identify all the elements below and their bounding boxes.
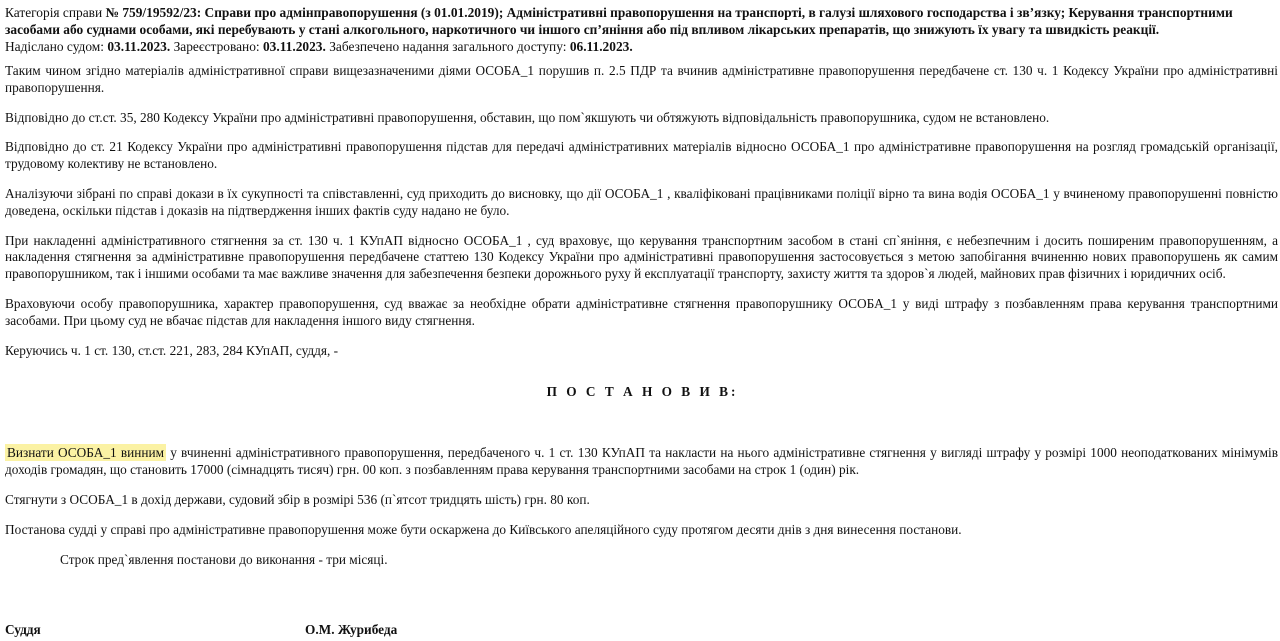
- paragraph-8: [5, 445, 1280, 479]
- sent-label: Надіслано судом:: [5, 39, 108, 54]
- paragraph-4: Аналізуючи зібрані по справі докази в їх сукупності та співставленні, суд приходить до висновку, що дії ОСОБА_1 , кваліфіковані працівниками поліції вірно та вина водія ОСОБА_1 у вчиненому правопорушенні повністю доведена, оскільки підстав і доказів на підтвердження інших фактів суду надано не було.: [5, 185, 1278, 218]
- category-prefix: Категорія справи: [5, 5, 106, 20]
- registered-date: 03.11.2023.: [262, 39, 326, 54]
- ruling-title: П О С Т А Н О В И В:: [546, 384, 739, 400]
- highlighted-verdict: Визнати ОСОБА_1 винним: [7, 445, 164, 461]
- category-details: № 759/19592/23: Справи про адмінправопорушення (з 01.01.2019); Адміністративні правопорушення на транспорті, в галузі шляхового господарства і зв’язку; Керування транспортними засобами або суднами особами, які перебувають у стані алкогольного, наркотичного чи іншого сп’яніння або під впливом лікарських препаратів, що знижують їх увагу та швидкість реакції.: [5, 5, 1233, 37]
- paragraph-9: Стягнути з ОСОБА_1 в дохід держави, судовий збір в розмірі 536 (п`ятсот тридцять шість) грн. 80 коп.: [5, 491, 590, 507]
- case-dates: [5, 38, 1280, 55]
- paragraph-7: Керуючись ч. 1 ст. 130, ст.ст. 221, 283, 284 КУпАП, суддя, -: [5, 342, 339, 358]
- paragraph-3: Відповідно до ст. 21 Кодексу України про адміністративні правопорушення підстав для передачі адміністративних матеріалів відносно ОСОБА_1 про адміністративне правопорушення на розгляд громадській організації, трудовому колективу не встановлено.: [5, 139, 1278, 172]
- judge-name: О.М. Журибеда: [305, 622, 398, 637]
- access-label: Забезпечено надання загального доступу:: [325, 39, 570, 54]
- sent-date: 03.11.2023.: [107, 39, 171, 54]
- paragraph-6: Враховуючи особу правопорушника, характер правопорушення, суд вважає за необхідне обрати адміністративне стягнення правопорушнику ОСОБА_1 у виді штрафу з позбавленням права керування транспортними засобами. При цьому суд не вбачає підстав для накладення іншого виду стягнення.: [5, 295, 1278, 328]
- paragraph-11: Строк пред`явлення постанови до виконання - три місяці.: [60, 551, 388, 567]
- access-date: 06.11.2023.: [569, 39, 633, 54]
- paragraph-1: Таким чином згідно матеріалів адміністративної справи вищезазначеними діями ОСОБА_1 порушив п. 2.5 ПДР та вчинив адміністративне правопорушення передбачене ст. 130 ч. 1 Кодексу України про адміністративні правопорушення.: [5, 63, 1278, 95]
- paragraph-2: Відповідно до ст.ст. 35, 280 Кодексу України про адміністративні правопорушення, обставин, що пом`якшують чи обтяжують відповідальність правопорушника, судом не встановлено.: [5, 109, 1050, 125]
- paragraph-5: При накладенні адміністративного стягнення за ст. 130 ч. 1 КУпАП відносно ОСОБА_1 , суд враховує, що керування транспортним засобом в стані сп`яніння, є небезпечним і досить поширеним правопорушенням, а накладення стягнення за адміністративне правопорушення передбачене статтею 130 Кодексу України про адміністративні правопорушення застосовується з метою запобігання вчиненню нових правопорушень як самим правопорушником, так і іншими особами та має важливе значення для забезпечення безпеки дорожнього руху й експлуатації транспорту, захисту життя та здоров`я людей, майнових прав фізичних і юридичних осіб.: [5, 232, 1278, 282]
- case-category: [5, 4, 1280, 38]
- signature-line: [5, 622, 1275, 638]
- paragraph-10: Постанова судді у справі про адміністративне правопорушення може бути оскаржена до Київського апеляційного суду протягом десяти днів з дня винесення постанови.: [5, 521, 962, 537]
- verdict-rest: у вчиненні адміністративного правопорушення, передбаченого ч. 1 ст. 130 КУпАП та накласти на нього адміністративне стягнення у вигляді штрафу у розмірі 1000 неоподаткованих мінімумів доходів громадян, що становить 17000 (сімнадцять тисяч) грн. 00 коп. з позбавленням права керування транспортними засобами на строк 1 (один) рік.: [5, 445, 1278, 478]
- signature-role: Суддя: [5, 622, 41, 637]
- registered-label: Зареєстровано:: [170, 39, 263, 54]
